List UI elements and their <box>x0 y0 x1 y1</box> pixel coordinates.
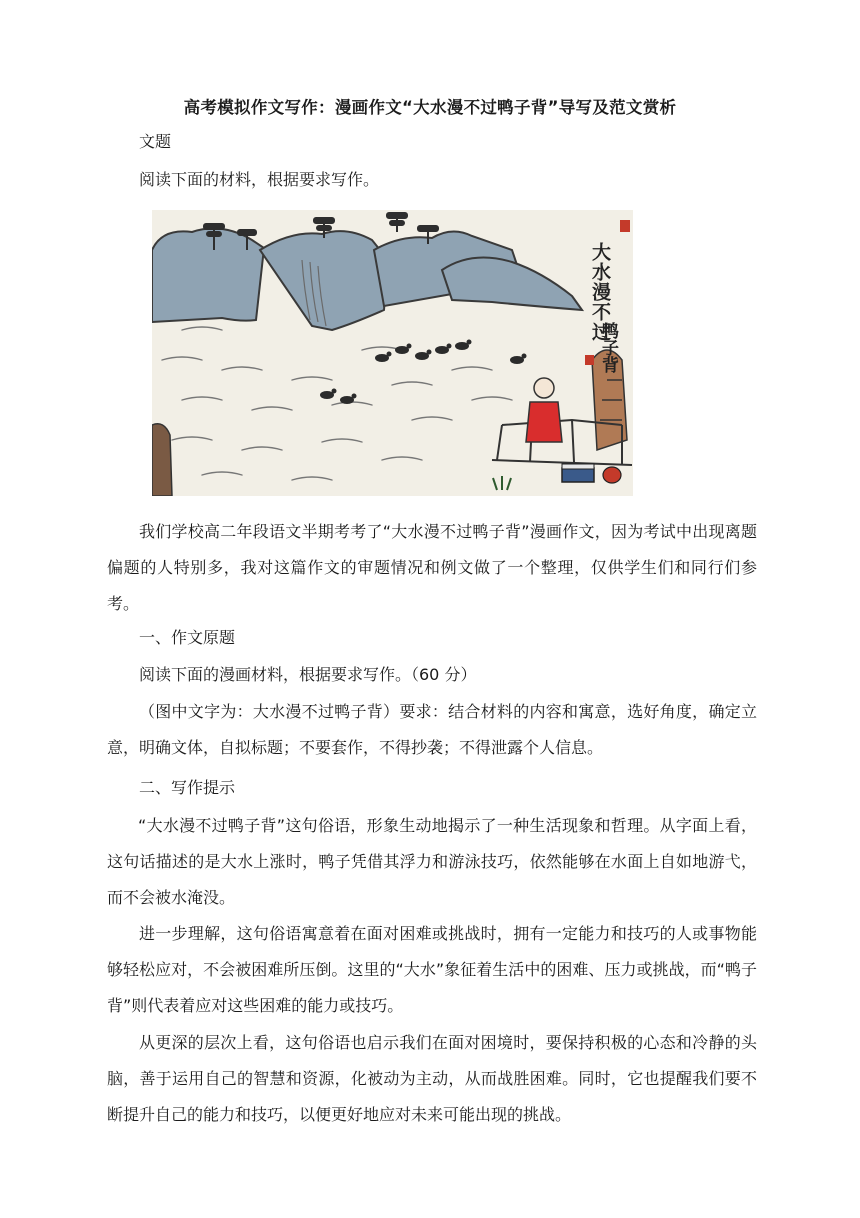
intro-line: 阅读下面的材料，根据要求写作。 <box>139 170 380 189</box>
calligraphy-bottom: 鸭子背 <box>598 322 618 373</box>
blue-box <box>562 464 594 482</box>
hint-paragraph-2: 进一步理解，这句俗语寓意着在面对困难或挑战时，拥有一定能力和技巧的人或事物能够轻松应对，不会被困难所压倒。这里的“大水”象征着生活中的困难、压力或挑战，而“鸭子背”则代表着应对这些困难的能力或技巧。 <box>107 924 757 1015</box>
section1-line: 阅读下面的漫画材料，根据要求写作。（60 分） <box>139 665 477 684</box>
seal-stamp <box>620 220 630 232</box>
hint-paragraph-3: 从更深的层次上看，这句俗语也启示我们在面对困境时，要保持积极的心态和冷静的头脑，善于运用自己的智慧和资源，化被动为主动，从而战胜困难。同时，它也提醒我们要不断提升自己的能力和技巧，以便更好地应对未来可能出现的挑战。 <box>107 1033 757 1124</box>
section1-heading: 一、作文原题 <box>139 628 236 647</box>
section1-requirement: （图中文字为：大水漫不过鸭子背）要求：结合材料的内容和寓意，选好角度，确定立意，明确文体，自拟标题；不要套作，不得抄袭；不得泄露个人信息。 <box>107 702 757 757</box>
cartoon-illustration <box>152 210 633 496</box>
seal-stamp-small <box>585 355 594 365</box>
section2-heading: 二、写作提示 <box>139 778 236 797</box>
document-title: 高考模拟作文写作：漫画作文“大水漫不过鸭子背”导写及范文赏析 <box>183 98 677 117</box>
left-rocks <box>152 424 172 496</box>
red-pot <box>603 467 621 483</box>
label-wenti: 文题 <box>139 132 172 151</box>
hint-paragraph-1: “大水漫不过鸭子背”这句俗语，形象生动地揭示了一种生活现象和哲理。从字面上看，这句话描述的是大水上涨时，鸭子凭借其浮力和游泳技巧，依然能够在水面上自如地游弋，而不会被水淹没。 <box>107 816 757 907</box>
background-paragraph: 我们学校高二年段语文半期考考了“大水漫不过鸭子背”漫画作文，因为考试中出现离题偏题的人特别多，我对这篇作文的审题情况和例文做了一个整理，仅供学生们和同行们参考。 <box>107 522 757 613</box>
calligraphy-top: 大水漫不过 <box>589 242 611 342</box>
